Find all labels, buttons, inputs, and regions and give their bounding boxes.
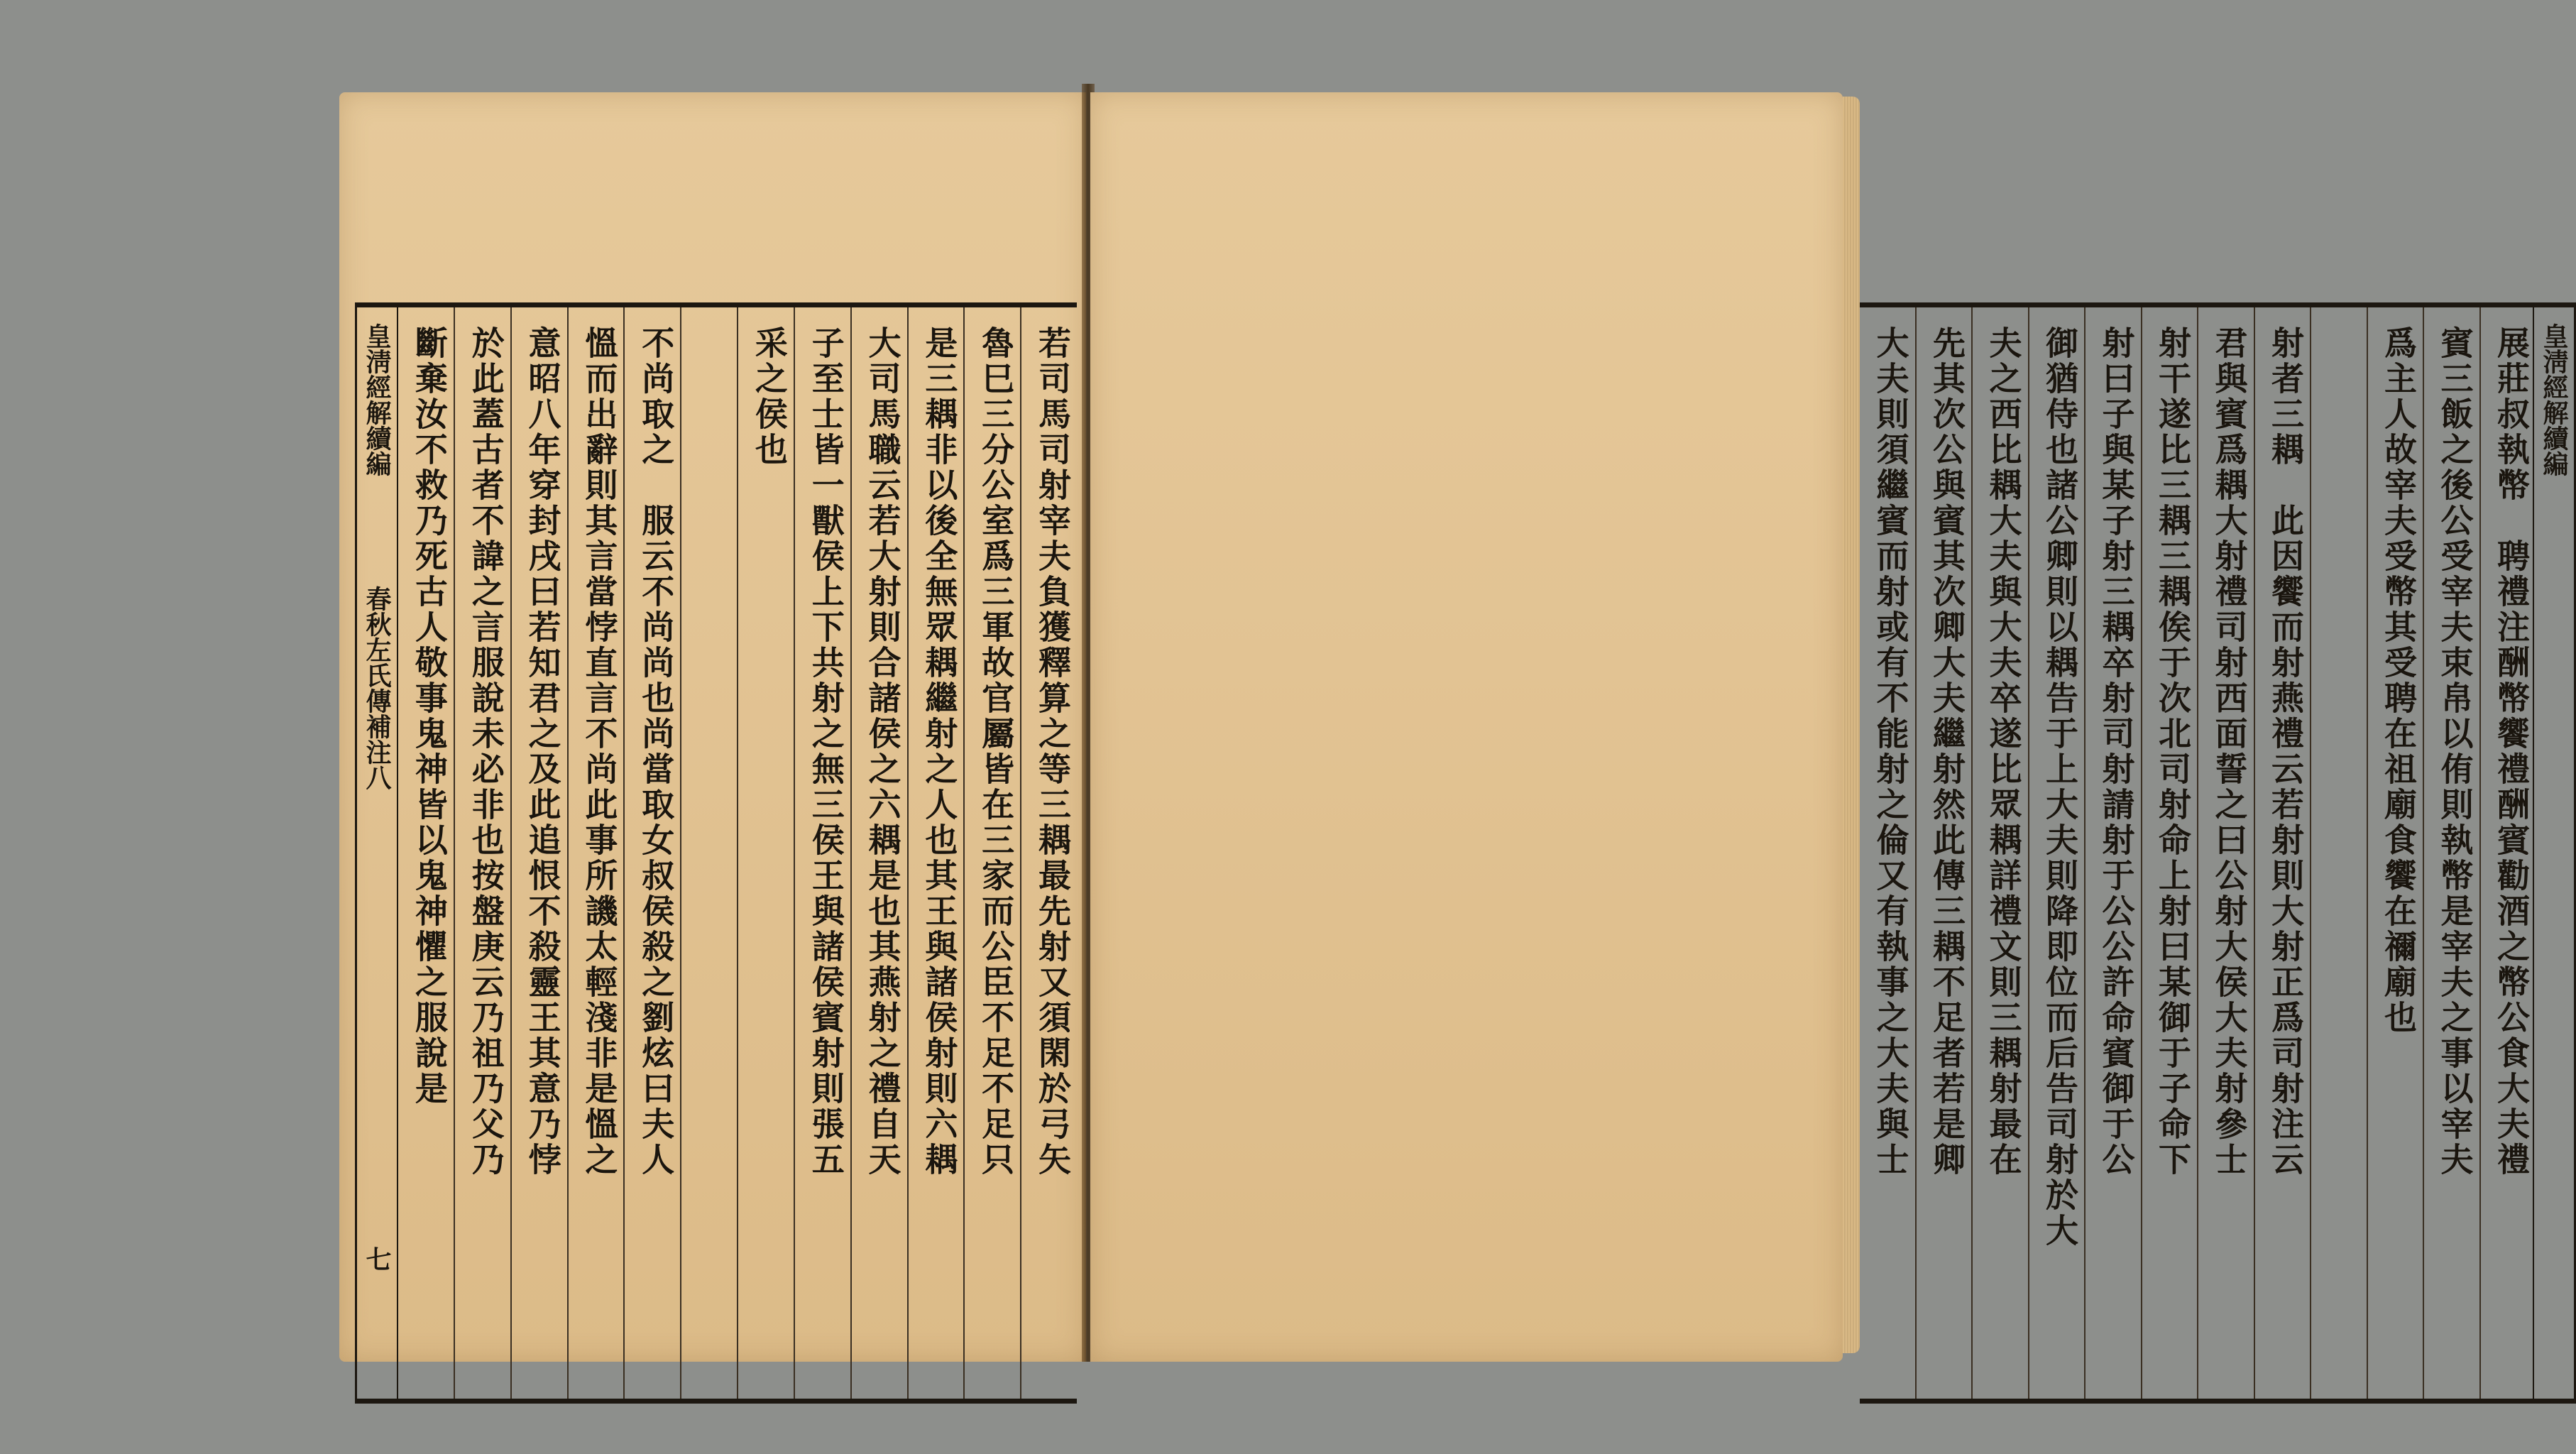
left-fish-tail [357,307,398,1399]
left-folio-number: 七 [362,1246,392,1272]
text-column: 采之侯也 [737,307,794,1399]
text-column: 展莊叔執幣 聘禮注酬幣饗禮酬賓勸酒之幣公食大夫禮 [2479,307,2536,1399]
text-column [2310,307,2367,1399]
text-column: 不尚取之 服云不尚尚也尚當取女叔侯殺之劉炫曰夫人 [623,307,680,1399]
text-column: 子至士皆一獸侯上下共射之無三侯王與諸侯賓射則張五 [794,307,850,1399]
right-text-columns [1860,307,2536,1399]
text-column: 夫之西比耦大夫與大夫卒遂比眾耦詳禮文則三耦射最在 [1971,307,2028,1399]
text-column: 於此蓋古者不諱之言服說未必非也按盤庚云乃祖乃父乃 [454,307,510,1399]
text-column: 御猶侍也諸公卿則以耦告于上大夫則降即位而后告司射於大 [2028,307,2085,1399]
open-book [339,84,2569,1362]
left-text-columns [398,307,1077,1399]
text-column: 射干遂比三耦三耦俟于次北司射命上射曰某御于子命下 [2141,307,2198,1399]
right-page [1090,92,2569,1362]
text-column: 魯巳三分公室爲三軍故官屬皆在三家而公臣不足不足只 [963,307,1020,1399]
left-fish-tail-section: 春秋左氏傳補注八 [362,586,392,790]
text-column: 慍而出辭則其言當悖直言不尚此事所譏太輕淺非是慍之 [567,307,624,1399]
left-fish-tail-title: 皇淸經解續編 [362,323,392,476]
left-page-frame [355,302,1077,1404]
text-column: 先其次公與賓其次卿大夫繼射然此傳三耦不足者若是卿 [1915,307,1972,1399]
text-column: 賓三飯之後公受宰夫束帛以侑則執幣是宰夫之事以宰夫 [2423,307,2479,1399]
right-fish-tail [2533,307,2574,1399]
right-page-frame [1860,302,2576,1404]
text-column: 君與賓爲耦大射禮司射西面誓之曰公射大侯大夫射參士 [2197,307,2254,1399]
left-page [339,92,1086,1362]
text-column: 若司馬司射宰夫負獲釋算之等三耦最先射又須閑於弓矢 [1020,307,1077,1399]
text-column: 射者三耦 此因饗而射燕禮云若射則大射正爲司射注云 [2254,307,2311,1399]
text-column: 是三耦非以後全無眾耦繼射之人也其王與諸侯射則六耦 [907,307,964,1399]
text-column: 斷棄汝不救乃死古人敬事鬼神皆以鬼神懼之服說是 [410,326,449,1107]
text-column: 爲主人故宰夫受幣其受聘在祖廟食饗在禰廟也 [2367,307,2423,1399]
text-column: 射曰子與某子射三耦卒射司射請射于公公許命賓御于公 [2084,307,2141,1399]
text-column: 意昭八年穿封戌曰若知君之及此追恨不殺靈王其意乃悖 [510,307,567,1399]
text-column: 大夫則須繼賓而射或有不能射之倫又有執事之大夫與士 [1871,326,1910,1178]
text-column [680,307,737,1399]
page-edges [1843,97,1860,1353]
right-fish-tail-title: 皇淸經解續編 [2539,323,2569,476]
text-column: 大司馬職云若大射則合諸侯之六耦是也其燕射之禮自天 [850,307,907,1399]
